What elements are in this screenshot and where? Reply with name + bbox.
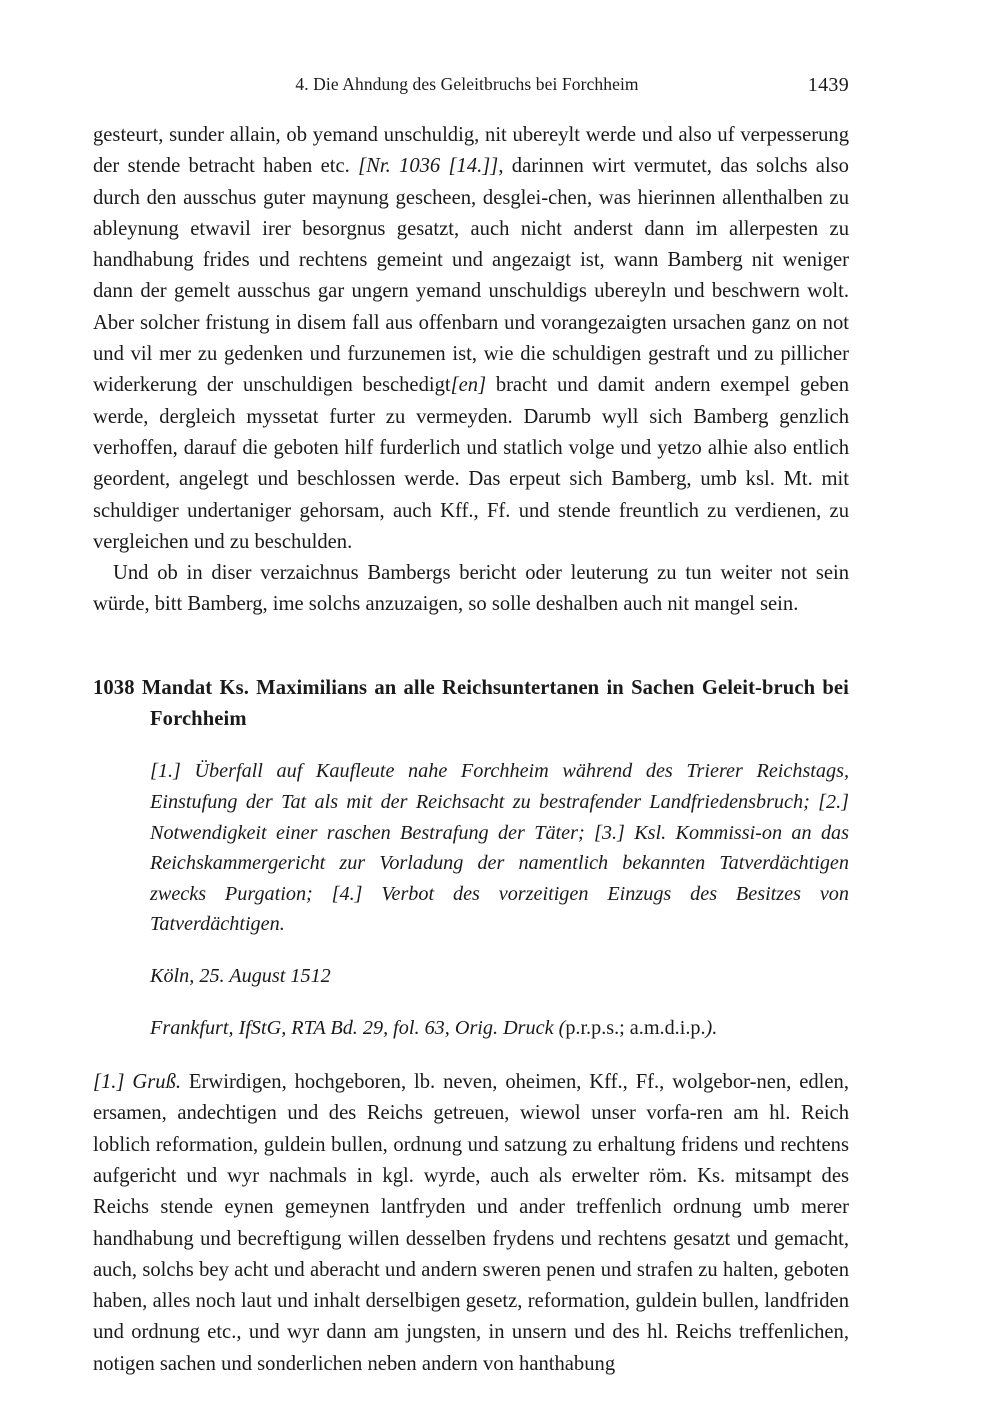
paragraph-closing: Und ob in diser verzaichnus Bambergs bericht oder leuterung zu tun weiter not sein würde, bitt Bamberg, ime solchs anzuzaigen, so solle deshalben auch nit mangel sein. — [93, 562, 849, 616]
section-title: Mandat Ks. Maximilians an alle Reichsuntertanen in Sachen Geleit-bruch bei Forchheim — [141, 676, 849, 731]
editorial-insertion: [en] — [450, 374, 487, 397]
source-chancery-note: p.r.p.s.; a.m.d.i.p. — [565, 1016, 706, 1039]
section-number: 1038 — [93, 676, 135, 699]
document-text-paragraph — [93, 1067, 849, 1380]
source-closing-paren: ). — [705, 1016, 718, 1039]
paragraph-text-part-1: gesteurt, sunder allain, ob yemand unschuldig, nit ubereylt werde und also uf verpesserung der stende betracht haben etc. — [93, 124, 849, 178]
cross-reference-citation: [Nr. 1036 [14.]] — [358, 155, 499, 178]
section-heading-block — [93, 673, 849, 736]
dateline: Köln, 25. August 1512 — [150, 964, 331, 987]
running-header-title: 4. Die Ahndung des Geleitbruchs bei Forchheim — [295, 74, 639, 94]
regest-summary: [1.] Überfall auf Kaufleute nahe Forchheim während des Trierer Reichstags, Einstufung der Tat als mit der Reichsacht zu bestrafender Landfriedensbruch; [2.] Notwendigkeit einer raschen Bestrafung der Täter; [3.] Ksl. Kommissi-on an das Reichskammergericht zur Vorladung der namentlich bekannten Tatverdächtigen zwecks Purgation; [4.] Verbot des vorzeitigen Einzugs des Besitzes von Tatverdächtigen. — [150, 760, 849, 936]
source-reference — [150, 1013, 849, 1044]
document-text-block — [93, 1067, 849, 1380]
document-text-body: Erwirdigen, hochgeboren, lb. neven, oheimen, Kff., Ff., wolgebor-nen, edlen, ersamen, andechtigen und des Reichs getreuen, wiewol unser vorfa-ren am hl. Reich loblich reformation, guldein bullen, ordnung und satzung zu erhaltung fridens und rechtens aufgericht und wyr nachmals in kgl. wyrde, auch als erwelter röm. Ks. mitsampt des Reichs stende eynen gemeynen lantfryden und ander treffenlich ordnung umb merer handhabung und becreftigung willen desselben frydens und rechtens gesatzt und gemacht, auch, solchs bey acht und aberacht und andern sweren penen und strafen zu halten, geboten haben, alles noch laut und inhalt derselbigen gesetz, reformation, guldein bullen, landfriden und ordnung etc., und wyr dann am jungsten, in unsern und des hl. Reichs treffenlichen, notigen sachen und sonderlichen neben andern von hanthabung — [93, 1071, 849, 1375]
paragraph-text-part-2: , darinnen wirt vermutet, das solchs also durch den ausschus guter maynung gescheen, desglei-chen, was hierinnen allenthalben zu ableynung etwavil irer besorgnus gesatzt, auch nicht anderst dann im allerpesten zu handhabung frides und rechtens gemeint und angezaigt ist, wann Bamberg nit weniger dann der gemelt ausschus gar ungern yemand unschuldigs ubereyln und beschwern wolt. Aber solcher fristung in disem fall aus offenbarn und vorangezaigten ursachen ganz on not und vil mer zu gedenken und furzunemen ist, wie die schuldigen gestraft und zu pillicher widerkerung der unschuldigen beschedigt — [93, 155, 849, 397]
running-header — [93, 74, 849, 100]
section-heading — [93, 673, 849, 736]
regest-block — [93, 756, 849, 940]
section-marker-gruss: [1.] Gruß. — [93, 1071, 182, 1094]
page-content — [93, 74, 849, 1380]
source-archive-reference: Frankfurt, IfStG, RTA Bd. 29, fol. 63, Orig. Druck ( — [150, 1016, 566, 1039]
paragraph-continuation — [93, 120, 849, 558]
page-number: 1439 — [807, 74, 849, 96]
paragraph-text-part-3: bracht und damit andern exempel geben werde, dergleich myssetat furter zu vermeyden. Darumb wyll sich Bamberg genzlich verhoffen, darauf die geboten hilf furderlich und statlich volge und yetzo alhie also entlich geordent, angelegt und beschlossen werde. Das erpeut sich Bamberg, umb ksl. Mt. mit schuldiger undertaniger gehorsam, auch Kff., Ff. und stende freuntlich zu verdienen, zu vergleichen und zu beschulden. — [93, 374, 850, 553]
